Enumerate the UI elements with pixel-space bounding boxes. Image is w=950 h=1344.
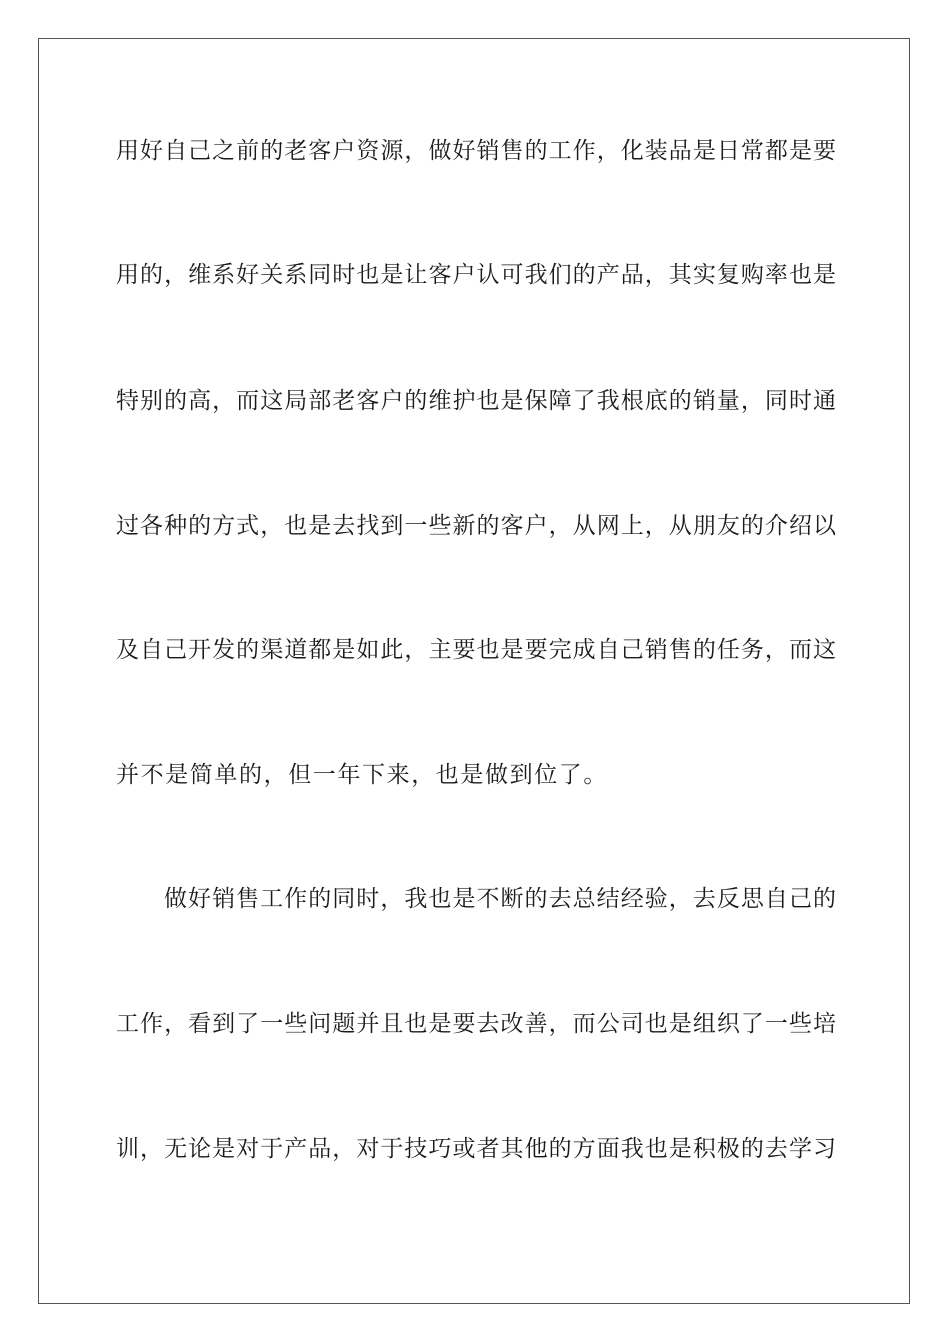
text-line: 用好自己之前的老客户资源，做好销售的工作，化装品是日常都是要 (116, 138, 836, 164)
text-line: 及自己开发的渠道都是如此，主要也是要完成自己销售的任务，而这 (116, 637, 836, 663)
text-line-paragraph-end: 并不是简单的，但一年下来，也是做到位了。 (116, 762, 608, 788)
text-line: 用的，维系好关系同时也是让客户认可我们的产品，其实复购率也是 (116, 262, 836, 288)
text-line: 训，无论是对于产品，对于技巧或者其他的方面我也是积极的去学习 (116, 1136, 836, 1162)
text-line: 工作，看到了一些问题并且也是要去改善，而公司也是组织了一些培 (116, 1011, 836, 1037)
text-line: 过各种的方式，也是去找到一些新的客户，从网上，从朋友的介绍以 (116, 513, 836, 539)
text-line-paragraph-start: 做好销售工作的同时，我也是不断的去总结经验，去反思自己的 (164, 886, 836, 912)
text-line: 特别的高，而这局部老客户的维护也是保障了我根底的销量，同时通 (116, 388, 836, 414)
page-frame (38, 38, 910, 1304)
